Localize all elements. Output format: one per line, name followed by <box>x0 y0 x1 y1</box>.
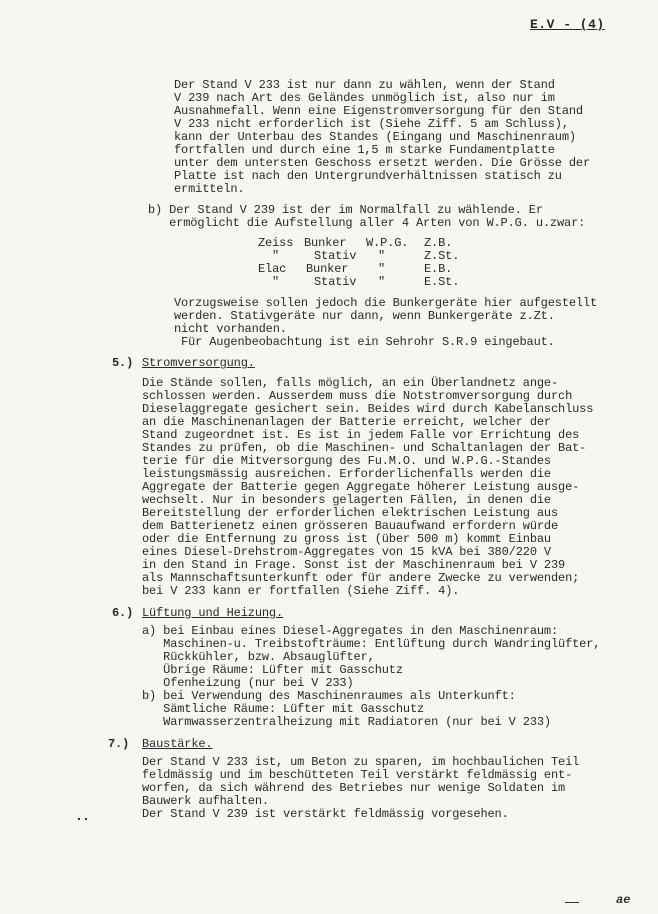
text-line: Der Stand V 239 ist verstärkt feldmässig vorgesehen. <box>142 807 509 821</box>
text-line: schlossen werden. Ausserdem muss die Notstromversorgung durch <box>142 389 573 403</box>
text-line: Bereitstellung der erforderlichen elektrischen Leistung aus <box>142 506 559 520</box>
text-line: b) Der Stand V 239 ist der im Normalfall zu wählende. Er <box>148 203 543 217</box>
wpg-label: " <box>378 249 386 263</box>
text-line: Dieselaggregate gesichert sein. Beides wird durch Kabelanschluss <box>142 402 594 416</box>
text-line: ermöglicht die Aufstellung aller 4 Arten von W.P.G. u.zwar: <box>148 216 586 230</box>
text-line: feldmässig und im beschütteten Teil verstärkt feldmässig ent- <box>142 768 573 782</box>
text-line: Standes zu prüfen, ob die Maschinen- und Schaltanlagen der Bat- <box>142 441 587 455</box>
text-line: eines Diesel-Drehstrom-Aggregates von 15 kVA bei 380/220 V <box>142 545 551 559</box>
text-line: leistungsmässig ausreichen. Erforderlichenfalls werden die <box>142 467 551 481</box>
wpg-type: Bunker <box>306 262 349 276</box>
text-line: Ausnahmefall. Wenn eine Eigenstromversorgung für den Stand <box>174 104 583 118</box>
text-line: bei V 233 kann er fortfallen (Siehe Ziff. 4). <box>142 584 460 598</box>
text-line: oder die Entfernung zu gross ist (über 500 m) kommt Einbau <box>142 532 551 546</box>
text-line: V 239 nach Art des Geländes unmöglich ist, also nur im <box>174 91 555 105</box>
text-line: wechselt. Nur in besonders gelagerten Fällen, in denen die <box>142 493 551 507</box>
text-line: werden. Stativgeräte nur dann, wenn Bunkergeräte z.Zt. <box>174 309 555 323</box>
wpg-maker: Zeiss <box>258 236 294 250</box>
text-line: in den Stand in Frage. Sonst ist der Maschinenraum bei V 239 <box>142 558 566 572</box>
text-line: Sämtliche Räume: Lüfter mit Gasschutz <box>142 702 425 716</box>
scan-dash <box>565 902 579 903</box>
text-line: Ofenheizung (nur bei V 233) <box>142 676 354 690</box>
text-line: Vorzugsweise sollen jedoch die Bunkergeräte hier aufgestellt <box>174 296 598 310</box>
text-line: Bauwerk aufhalten. <box>142 794 269 808</box>
text-line: kann der Unterbau des Standes (Eingang und Maschinenraum) <box>174 130 576 144</box>
wpg-code: Z.St. <box>424 249 460 263</box>
wpg-maker: Elac <box>258 262 287 276</box>
text-line: Platte ist nach den Untergrundverhältnissen statisch zu <box>174 169 562 183</box>
text-line: Der Stand V 233 ist nur dann zu wählen, wenn der Stand <box>174 78 555 92</box>
wpg-maker: " <box>272 275 280 289</box>
wpg-label: " <box>378 275 386 289</box>
wpg-type: Stativ <box>314 249 357 263</box>
section-number: 6.) <box>112 606 134 620</box>
footer-mark: ae <box>616 893 631 907</box>
text-line: als Mannschaftsunterkunft oder für andere Zwecke zu verwenden; <box>142 571 580 585</box>
text-line: dem Batterienetz einen grösseren Bauaufwand erfordern würde <box>142 519 559 533</box>
text-line: a) bei Einbau eines Diesel-Aggregates in den Maschinenraum: <box>142 624 559 638</box>
wpg-code: E.B. <box>424 262 453 276</box>
wpg-type: Bunker <box>304 236 347 250</box>
wpg-label: W.P.G. <box>366 236 409 250</box>
wpg-label: " <box>378 262 386 276</box>
wpg-maker: " <box>272 249 280 263</box>
page-header-id: E.V - (4) <box>530 17 605 32</box>
text-line: V 233 nicht erforderlich ist (Siehe Ziff. 5 am Schluss), <box>174 117 569 131</box>
section-number: 5.) <box>112 356 134 370</box>
text-line: ermitteln. <box>174 182 245 196</box>
wpg-type: Stativ <box>314 275 357 289</box>
scan-speck <box>85 818 87 820</box>
text-line: Rückkühler, bzw. Absauglüfter, <box>142 650 375 664</box>
section-number: 7.) <box>108 737 130 751</box>
text-line: unter dem untersten Geschoss ersetzt werden. Die Grösse der <box>174 156 591 170</box>
wpg-code: Z.B. <box>424 236 453 250</box>
text-line: Aggregate der Batterie gegen Aggregate höherer Leistung ausge- <box>142 480 580 494</box>
text-line: Stand zugeordnet ist. Es ist in jedem Falle vor Errichtung des <box>142 428 580 442</box>
text-line: fortfallen und durch eine 1,5 m starke Fundamentplatte <box>174 143 555 157</box>
text-line: an die Maschinenanlagen der Batterie erreicht, welcher der <box>142 415 551 429</box>
text-line: Der Stand V 233 ist, um Beton zu sparen, im hochbaulichen Teil <box>142 755 580 769</box>
wpg-code: E.St. <box>424 275 460 289</box>
text-line: Die Stände sollen, falls möglich, an ein Überlandnetz ange- <box>142 376 559 390</box>
text-line: Übrige Räume: Lüfter mit Gasschutz <box>142 663 403 677</box>
section-title: Lüftung und Heizung. <box>142 606 284 620</box>
text-line: Maschinen-u. Treibstofträume: Entlüftung durch Wandringlüfter, <box>142 637 601 651</box>
text-line: terie für die Mitversorgung des Fu.M.O. und W.P.G.-Standes <box>142 454 551 468</box>
scan-speck <box>78 818 80 820</box>
text-line: b) bei Verwendung des Maschinenraumes als Unterkunft: <box>142 689 516 703</box>
section-title: Stromversorgung. <box>142 356 255 370</box>
text-line: nicht vorhanden. <box>174 322 287 336</box>
text-line: Warmwasserzentralheizung mit Radiatoren (nur bei V 233) <box>142 715 551 729</box>
section-title: Baustärke. <box>142 737 213 751</box>
text-line: worfen, da sich während des Betriebes nur wenige Soldaten im <box>142 781 566 795</box>
text-line: Für Augenbeobachtung ist ein Sehrohr S.R.9 eingebaut. <box>174 335 555 349</box>
